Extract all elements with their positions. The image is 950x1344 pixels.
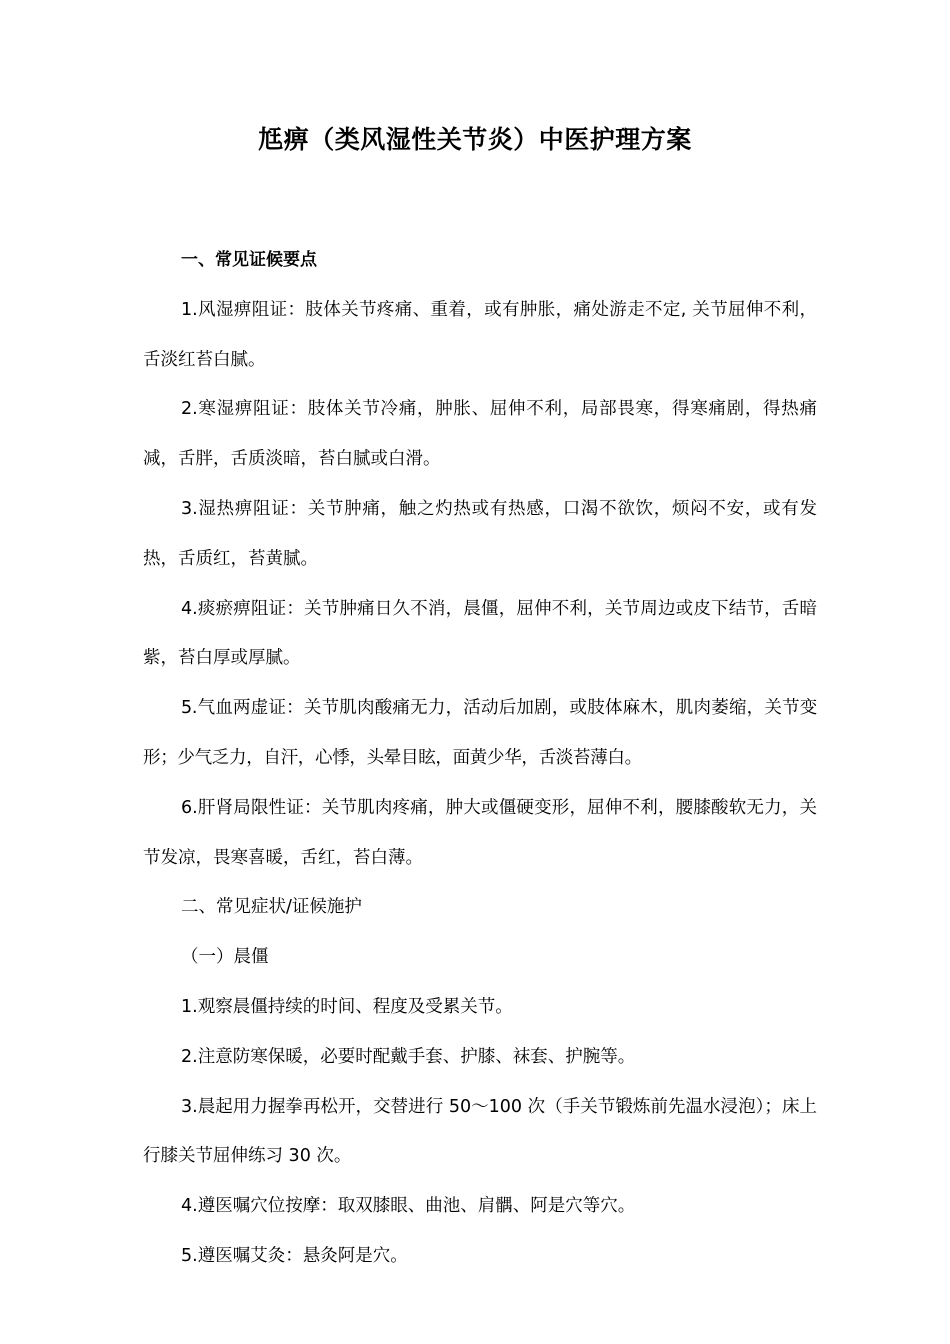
- syndrome-item-4: 4.痰瘀痹阻证：关节肿痛日久不消，晨僵，屈伸不利，关节周边或皮下结节，舌暗紫，苔白厚或厚腻。: [143, 598, 817, 669]
- section-heading-2: 二、常见症状/证候施护: [181, 897, 362, 918]
- care-item-2: 2.注意防寒保暖，必要时配戴手套、护膝、袜套、护腕等。: [181, 1046, 636, 1067]
- syndrome-item-2: 2.寒湿痹阻证：肢体关节冷痛，肿胀、屈伸不利，局部畏寒，得寒痛剧，得热痛减，舌胖，舌质淡暗，苔白腻或白滑。: [143, 399, 817, 470]
- subsection-heading-morning-stiffness: （一）晨僵: [181, 947, 269, 968]
- syndrome-item-1: 1.风湿痹阻证：肢体关节疼痛、重着，或有肿胀，痛处游走不定, 关节屈伸不利，舌淡红苔白腻。: [143, 299, 817, 370]
- care-item-3: 3.晨起用力握拳再松开，交替进行 50～100 次（手关节锻炼前先温水浸泡）；床上行膝关节屈伸练习 30 次。: [143, 1096, 817, 1167]
- syndrome-item-3: 3.湿热痹阻证：关节肿痛，触之灼热或有热感，口渴不欲饮，烦闷不安，或有发热，舌质红，苔黄腻。: [143, 498, 817, 569]
- document-title: 尪痹（类风湿性关节炎）中医护理方案: [258, 125, 692, 154]
- syndrome-item-5: 5.气血两虚证：关节肌肉酸痛无力，活动后加剧，或肢体麻木，肌肉萎缩，关节变形；少气乏力，自汗，心悸，头晕目眩，面黄少华，舌淡苔薄白。: [143, 698, 817, 768]
- section-heading-1: 一、常见证候要点: [181, 250, 317, 270]
- care-item-4: 4.遵医嘱穴位按摩：取双膝眼、曲池、肩髃、阿是穴等穴。: [181, 1196, 636, 1217]
- document-body: [143, 236, 817, 1282]
- care-item-5: 5.遵医嘱艾灸：悬灸阿是穴。: [181, 1245, 408, 1266]
- care-item-1: 1.观察晨僵持续的时间、程度及受累关节。: [181, 996, 513, 1017]
- syndrome-item-6: 6.肝肾局限性证：关节肌肉疼痛，肿大或僵硬变形，屈伸不利，腰膝酸软无力，关节发凉，畏寒喜暖，舌红，苔白薄。: [143, 797, 817, 868]
